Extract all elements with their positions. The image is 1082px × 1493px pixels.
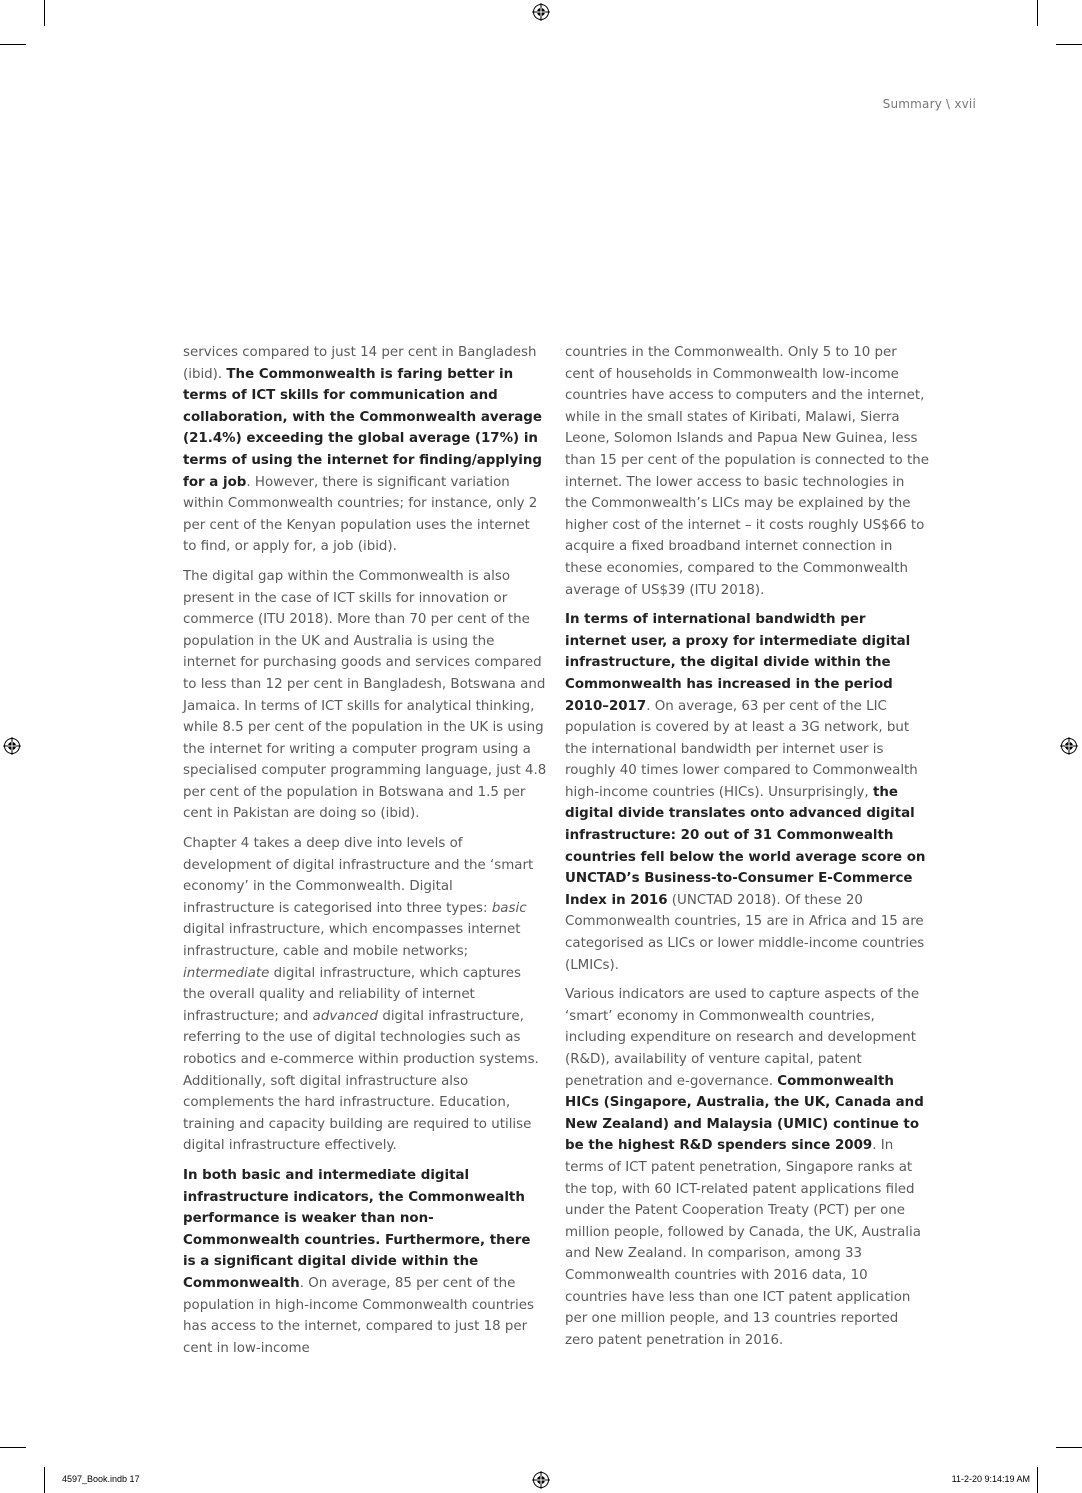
text-run: Chapter 4 takes a deep dive into levels of development of digital infrastructure and the ‘smart economy’ in the Commonwealth. Digital infrastructure is categorised into three types: <box>183 836 534 916</box>
registration-mark-icon <box>532 1471 550 1489</box>
crop-mark <box>1037 0 1038 26</box>
italic-text: advanced <box>312 1008 379 1024</box>
slug-file: 4597_Book.indb 17 <box>62 1474 140 1484</box>
text-run: . On average, 63 per cent of the LIC population is covered by at least a 3G network, but the international bandwidth per internet user is roughly 40 times lower compared to Commonwealth high-income countries (HICs). Unsurprisingly, <box>565 698 918 800</box>
crop-mark <box>0 1447 26 1448</box>
left-column <box>183 342 547 1367</box>
text-run: Various indicators are used to capture aspects of the ‘smart’ economy in Commonwealth countries, including expenditure on research and development (R&D), availability of venture capital, patent penetration and e-governance. <box>565 987 920 1089</box>
crop-mark <box>1037 1467 1038 1493</box>
text-run: digital infrastructure, which encompasses internet infrastructure, cable and mobile networks; <box>183 922 521 960</box>
registration-mark-icon <box>1060 737 1078 755</box>
italic-text: intermediate <box>183 965 270 981</box>
slug-timestamp: 11-2-20 9:14:19 AM <box>951 1474 1030 1484</box>
crop-mark <box>44 1467 45 1493</box>
bold-text: The Commonwealth is faring better in terms of ICT skills for communication and collaboration, with the Commonwealth average (21.4%) exceeding the global average (17%) in terms of using the internet for finding/applying for a job <box>183 366 542 490</box>
crop-mark <box>1056 1447 1082 1448</box>
bold-text: In terms of international bandwidth per internet user, a proxy for intermediate digital infrastructure, the digital divide within the Commonwealth has increased in the period 2010–2017 <box>565 612 911 714</box>
bold-text: In both basic and intermediate digital infrastructure indicators, the Commonwealth performance is weaker than non-Commonwealth countries. Furthermore, there is a significant digital divide within the Commonwealth <box>183 1167 531 1291</box>
text-run: digital infrastructure, referring to the use of digital technologies such as robotics and e-commerce within production systems. Additionally, soft digital infrastructure also complements the hard infrastructure. Education, training and capacity building are required to utilise digital infrastructure effectively. <box>183 1008 539 1154</box>
body-paragraph <box>183 342 547 558</box>
registration-mark-icon <box>3 737 21 755</box>
bold-text: the digital divide translates onto advanced digital infrastructure: 20 out of 31 Commonwealth countries fell below the world average score on UNCTAD’s Business-to-Consumer E-Commerce Index in 2016 <box>565 784 926 908</box>
body-paragraph <box>183 833 547 1157</box>
running-header: Summary \ xvii <box>882 97 976 111</box>
body-paragraph <box>565 342 929 601</box>
text-run: (UNCTAD 2018). Of these 20 Commonwealth countries, 15 are in Africa and 15 are categorised as LICs or lower middle-income countries (LMICs). <box>565 892 925 973</box>
body-paragraph <box>183 566 547 825</box>
bold-text: Commonwealth HICs (Singapore, Australia, the UK, Canada and New Zealand) and Malaysia (UMIC) continue to be the highest R&D spenders since 2009 <box>565 1073 924 1154</box>
text-run: services compared to just 14 per cent in Bangladesh (ibid). <box>183 345 537 382</box>
text-run: The digital gap within the Commonwealth is also present in the case of ICT skills for innovation or commerce (ITU 2018). More than 70 per cent of the population in the UK and Australia is using the internet for purchasing goods and services compared to less than 12 per cent in Bangladesh, Botswana and Jamaica. In terms of ICT skills for analytical thinking, while 8.5 per cent of the population in the UK is using the internet for writing a computer program using a specialised computer programming language, just 4.8 per cent of the population in Botswana and 1.5 per cent in Pakistan are doing so (ibid). <box>183 568 547 822</box>
body-paragraph <box>565 984 929 1351</box>
italic-text: basic <box>491 900 527 916</box>
text-run: . In terms of ICT patent penetration, Singapore ranks at the top, with 60 ICT-related patent applications filed under the Patent Cooperation Treaty (PCT) per one million people, followed by Canada, the UK, Australia and New Zealand. In comparison, among 33 Commonwealth countries with 2016 data, 10 countries have less than one ICT patent application per one million people, and 13 countries reported zero patent penetration in 2016. <box>565 1138 921 1348</box>
crop-mark <box>44 0 45 26</box>
body-paragraph <box>565 609 929 976</box>
crop-mark <box>1056 44 1082 45</box>
text-run: countries in the Commonwealth. Only 5 to 10 per cent of households in Commonwealth low-income countries have access to computers and the internet, while in the small states of Kiribati, Malawi, Sierra Leone, Solomon Islands and Papua New Guinea, less than 15 per cent of the population is connected to the internet. The lower access to basic technologies in the Commonwealth’s LICs may be explained by the higher cost of the internet – it costs roughly US$66 to acquire a fixed broadband internet connection in these economies, compared to the Commonwealth average of US$39 (ITU 2018). <box>565 345 929 598</box>
text-run: . However, there is significant variation within Commonwealth countries; for instance, only 2 per cent of the Kenyan population uses the internet to find, or apply for, a job (ibid). <box>183 474 538 555</box>
registration-mark-icon <box>532 3 550 21</box>
text-run: . On average, 85 per cent of the population in high-income Commonwealth countries has access to the internet, compared to just 18 per cent in low-income <box>183 1275 534 1356</box>
crop-mark <box>0 44 26 45</box>
text-run: digital infrastructure, which captures the overall quality and reliability of internet infrastructure; and <box>183 965 521 1024</box>
right-column <box>565 342 929 1359</box>
body-paragraph <box>183 1165 547 1359</box>
